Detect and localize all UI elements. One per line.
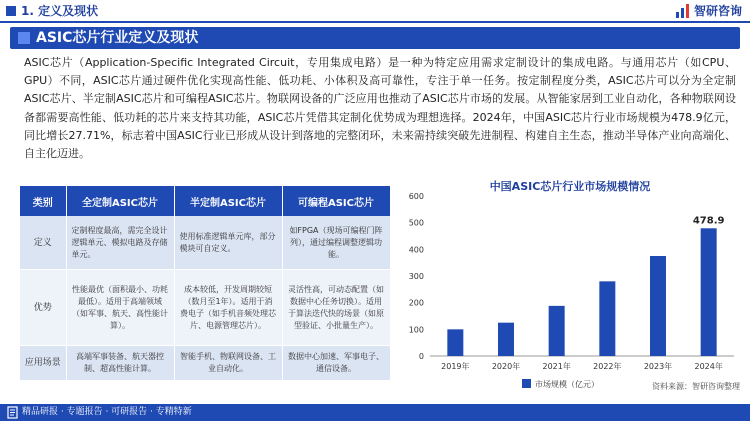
footer-bar: [0, 404, 750, 421]
legend-swatch: [522, 379, 531, 388]
legend-label: 市场规模（亿元）: [535, 380, 599, 389]
table-cell: 智能手机、物联网设备、工业自动化。: [174, 346, 282, 381]
banner-square-icon: [18, 32, 30, 44]
brand-logo-text: 智研咨询: [693, 4, 742, 18]
brand-logo: [675, 3, 742, 19]
table-row: [20, 270, 390, 346]
report-icon: [6, 406, 19, 419]
x-tick-label: 2021年: [542, 362, 571, 371]
classification-table: [20, 186, 390, 376]
table-header-programmable: 可编程ASIC芯片: [282, 186, 390, 216]
source-note: 资料来源：智研咨询整理: [652, 382, 740, 391]
x-tick-label: 2023年: [643, 362, 673, 371]
data-label: 478.9: [692, 215, 725, 227]
table-header-row: [20, 186, 390, 216]
y-tick-label: 600: [408, 192, 424, 201]
section-marker-icon: [6, 6, 16, 16]
table-cell: 高端军事装备、航天器控制、超高性能计算。: [66, 346, 174, 381]
x-tick-label: 2022年: [593, 362, 622, 371]
banner-title: ASIC芯片行业定义及现状: [36, 30, 199, 46]
y-tick-label: 200: [408, 298, 424, 308]
table-row: [20, 346, 390, 381]
y-tick-label: 500: [408, 218, 424, 228]
bar: [599, 281, 615, 356]
bar: [701, 228, 717, 356]
table-cell: 成本较低，开发周期较短（数月至1年）。适用于消费电子（如手机音频处理芯片、电源管理芯片）。: [174, 270, 282, 346]
section-title: 1. 定义及现状: [21, 4, 99, 18]
table-cell: 性能最优（面积最小、功耗最低）。适用于高端领域（如军事、航天、高性能计算）。: [66, 270, 174, 346]
x-tick-label: 2019年: [441, 362, 470, 371]
title-banner: [10, 27, 740, 49]
bar: [447, 329, 463, 356]
top-header: [0, 0, 750, 22]
x-tick-label: 2020年: [491, 362, 521, 371]
chart-title: 中国ASIC芯片行业市场规模情况: [489, 180, 651, 193]
market-size-bar-chart: [392, 188, 744, 398]
table-row: [20, 216, 390, 270]
table-cell: 如FPGA（现场可编程门阵列），通过编程调整逻辑功能。: [282, 216, 390, 270]
y-tick-label: 100: [408, 325, 424, 335]
table-header-semi-custom: 半定制ASIC芯片: [174, 186, 282, 216]
table-cell-category: 优势: [20, 270, 66, 346]
table-header-category: 类别: [20, 186, 66, 216]
footer-text: 精品研报 · 专题报告 · 可研报告 · 专精特新: [22, 407, 192, 417]
table-cell: 灵活性高，可动态配置（如数据中心任务切换）。适用于算法迭代快的场景（如原型验证、小批量生产）。: [282, 270, 390, 346]
x-tick-label: 2024年: [694, 362, 723, 371]
table-cell: 使用标准逻辑单元库，部分模块可自定义。: [174, 216, 282, 270]
brand-logo-icon: [675, 3, 691, 19]
y-tick-label: 300: [408, 272, 424, 281]
table-cell-category: 应用场景: [20, 346, 66, 381]
table-cell: 定制程度最高，需完全设计逻辑单元、模拟电路及存储单元。: [66, 216, 174, 270]
y-tick-label: 0: [418, 352, 424, 361]
bar: [498, 323, 514, 356]
table-header-full-custom: 全定制ASIC芯片: [66, 186, 174, 216]
bar: [650, 256, 666, 356]
intro-paragraph: ASIC芯片（Application-Specific Integrated Circuit，专用集成电路）是一种为特定应用需求定制设计的集成电路。与通用芯片（如CPU、GPU）不同，ASIC芯片通过硬件优化实现高性能、低功耗、小体积及高可靠性，专注于单一任务。按定制程度分类，ASIC芯片可以分为全定制ASIC芯片、半定制ASIC芯片和可编程ASIC芯片。物联网设备的广泛应用也推动了ASIC芯片市场的发展。从智能家居到工业自动化，各种物联网设备都需要高性能、低功耗的芯片来支持其功能，ASIC芯片凭借其定制化优势成为理想选择。2024年，中国ASIC芯片行业市场规模为478.9亿元，同比增长27.71%，标志着中国ASIC行业已形成从设计到落地的完整闭环，未来需持续突破先进制程、构建自主生态，推动半导体产业向高端化、自主化迈进。: [24, 56, 736, 161]
y-tick-label: 400: [408, 245, 424, 255]
bar: [549, 306, 565, 356]
header-divider: [0, 21, 750, 23]
table-cell: 数据中心加速、军事电子、通信设备。: [282, 346, 390, 381]
table-cell-category: 定义: [20, 216, 66, 270]
